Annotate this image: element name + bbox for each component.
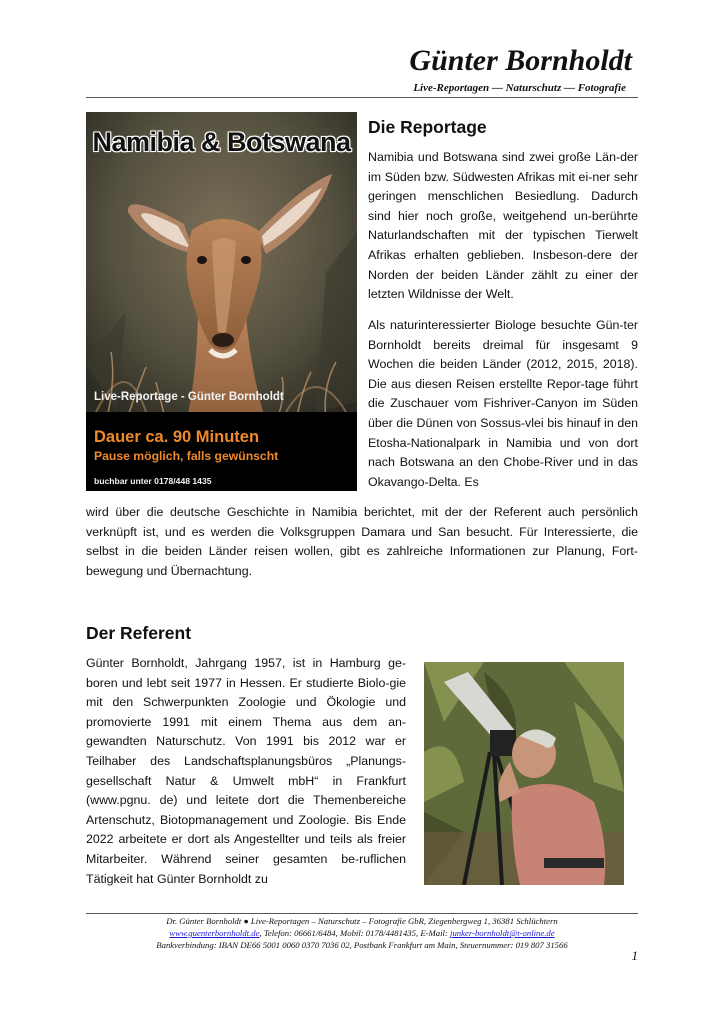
referent-photo [424,662,624,885]
website-link[interactable]: www.guenterbornholdt.de [169,928,260,938]
poster-pause-note: Pause möglich, falls gewünscht [94,449,279,463]
referent-heading: Der Referent [86,623,192,643]
poster-booking-phone: buchbar unter 0178/448 1435 [94,476,212,486]
footer-bank: Bankverbindung: IBAN DE66 5001 0060 0370 7036 02, Postbank Frankfurt am Main, Steuernummer: 019 807 31566 [156,940,568,950]
footer-contact [0,928,724,939]
footer-address: Dr. Günter Bornholdt ● Live-Reportagen – Naturschutz – Fotografie GbR, Ziegenbergweg 1, 36381 Schlüchtern [166,916,558,926]
header-rule [86,97,638,98]
letterhead-name: Günter Bornholdt [409,44,632,77]
poster-duration: Dauer ca. 90 Minuten [94,428,260,446]
letterhead-subtitle: Live-Reportagen — Naturschutz — Fotografie [413,82,626,94]
footer-phone: , Telefon: 06661/6484, Mobil: 0178/4481435, E-Mail: [259,928,451,938]
reportage-paragraph-1: Namibia und Botswana sind zwei große Län-der im Süden bzw. Südwesten Afrikas mit ei-ner sehr geringen menschlichen Besiedlung. Dadurch sind hier noch große, weitgehend un-berührte Naturlandschaften mit der typischen Tierwelt Afrikas erhalten geblieben. Insbeson-dere der Norden der beiden Länder zählt zu einer der letzten Wildnisse der Welt. [368,150,638,302]
photographer-image [424,662,624,885]
poster-title: Namibia & Botswana [92,127,351,157]
event-poster [86,112,357,491]
page-number: 1 [631,948,638,963]
referent-paragraph: Günter Bornholdt, Jahrgang 1957, ist in Hamburg ge-boren und lebt seit 1977 in Hessen. Er studierte Biolo-gie mit den Schwerpunkten Zoologie und Ökologie und promovierte 1991 mit einem Thema aus dem an-gewandten Naturschutz. Von 1991 bis 2012 war er Teilhaber des Landschaftsplanungsbüros „Planungs-gesellschaft Natur & Umwelt mbH“ in Frankfurt (www.pgnu. de) und leitete dort die Themenbereiche Artenschutz, Biotopmanagement und Zoologie. Bis Ende 2022 arbeitete er dort als Angestellter und teils als freier Mitarbeiter. Während seiner gesamten be-ruflichen Tätigkeit hat Günter Bornholdt zu [86,656,406,886]
reportage-heading: Die Reportage [368,117,487,137]
email-link[interactable]: junker-bornholdt@t-online.de [450,928,555,938]
reportage-paragraph-3: wird über die deutsche Geschichte in Namibia berichtet, mit der der Referent auch persönlich verknüpft ist, und es werden die Volksgruppen Damara und San besucht. Für Interessierte, die selbst in die beiden Länder reisen wollen, gibt es zahlreiche Informationen zur Planung, Fort-bewegung und Übernachtung. [86,505,638,578]
reportage-paragraph-2: Als naturinteressierter Biologe besuchte Gün-ter Bornholdt bereits dreimal für insgesamt 9 Wochen die beiden Länder (2012, 2015, 2018). Die aus diesen Reisen erstellte Repor-tage führt die Zuschauer vom Fishriver-Canyon im Süden über die Dünen von Sossus-vlei bis hinauf in den Etosha-Nationalpark in Namibia und von dort nach Botswana an den Chobe-River und in das Okavango-Delta. Es [368,318,638,489]
poster-live-reportage: Live-Reportage - Günter Bornholdt [94,391,284,403]
footer-rule [86,913,638,914]
